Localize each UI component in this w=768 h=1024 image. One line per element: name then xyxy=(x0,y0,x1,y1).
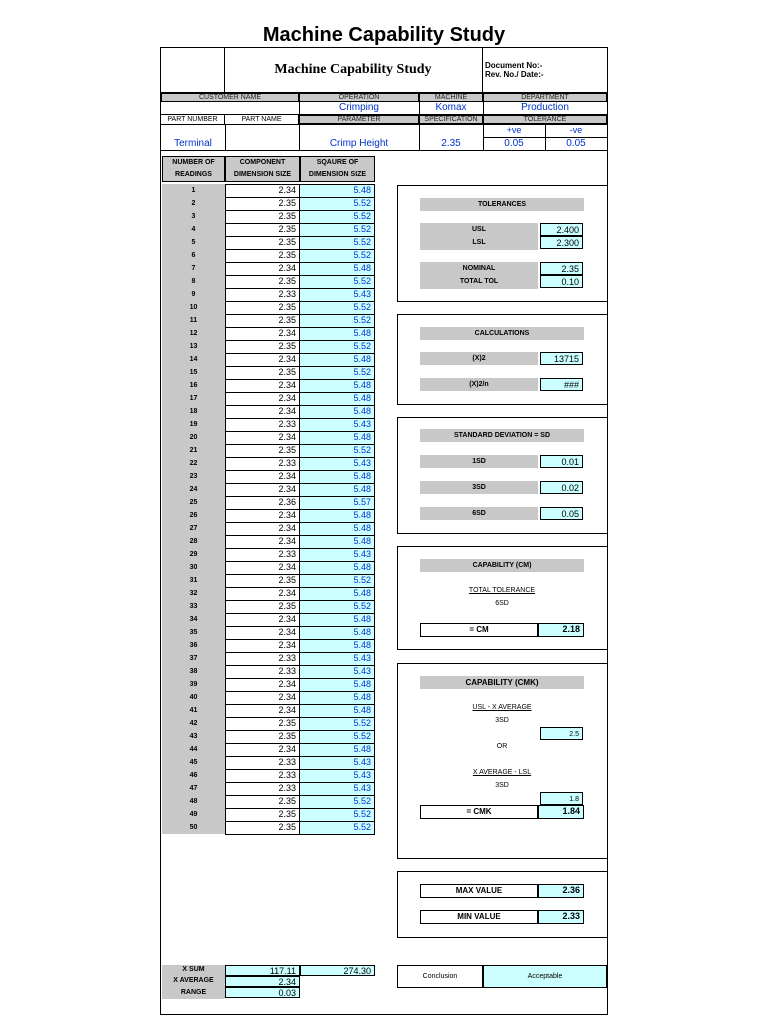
table-row xyxy=(162,769,375,782)
divider xyxy=(482,48,483,92)
reading-number: 1 xyxy=(191,187,196,194)
table-row xyxy=(162,756,375,769)
square-size-cell: 5.52 xyxy=(299,600,375,614)
table-row xyxy=(162,782,375,795)
reading-number: 34 xyxy=(189,616,198,623)
dimension-size-cell: 2.34 xyxy=(225,327,300,341)
reading-number: 43 xyxy=(189,733,198,740)
table-row xyxy=(162,626,375,639)
cm-result-label: = CM xyxy=(420,623,538,637)
dimension-size-cell: 2.35 xyxy=(225,249,300,263)
square-size-cell: 5.52 xyxy=(299,210,375,224)
usl-label: USL xyxy=(472,226,486,233)
reading-number: 30 xyxy=(189,564,198,571)
lsl-value: 2.300 xyxy=(540,236,583,249)
table-row xyxy=(162,275,375,288)
square-size-cell: 5.48 xyxy=(299,392,375,406)
reading-number: 36 xyxy=(189,642,198,649)
dimension-size-cell: 2.35 xyxy=(225,795,300,809)
max-value-label: MAX VALUE xyxy=(420,884,538,898)
dimension-size-cell: 2.34 xyxy=(225,678,300,692)
reading-number: 22 xyxy=(189,460,198,467)
dimension-size-cell: 2.34 xyxy=(225,184,300,198)
reading-number: 40 xyxy=(189,694,198,701)
square-size-cell: 5.43 xyxy=(299,418,375,432)
table-row xyxy=(162,483,375,496)
dimension-size-cell: 2.35 xyxy=(225,314,300,328)
table-row xyxy=(162,366,375,379)
dimension-size-cell: 2.35 xyxy=(225,210,300,224)
table-row xyxy=(162,665,375,678)
conclusion-label: Conclusion xyxy=(397,965,483,988)
dimension-size-cell: 2.35 xyxy=(225,574,300,588)
reading-number: 17 xyxy=(189,395,198,402)
sd1-label: 1SD xyxy=(420,455,538,468)
specification-label: SPECIFICATION xyxy=(419,115,483,124)
reading-number: 12 xyxy=(189,330,198,337)
min-value: 2.33 xyxy=(538,910,584,924)
dimension-size-cell: 2.33 xyxy=(225,756,300,770)
dimension-size-cell: 2.34 xyxy=(225,691,300,705)
dimension-size-cell: 2.33 xyxy=(225,548,300,562)
table-row xyxy=(162,444,375,457)
table-row xyxy=(162,743,375,756)
table-row xyxy=(162,509,375,522)
reading-number: 20 xyxy=(189,434,198,441)
dimension-size-cell: 2.35 xyxy=(225,600,300,614)
square-size-cell: 5.43 xyxy=(299,288,375,302)
x2-label: (X)2 xyxy=(420,352,538,365)
document-no: Document No:- xyxy=(485,61,543,70)
reading-number: 28 xyxy=(189,538,198,545)
reading-number: 48 xyxy=(189,798,198,805)
dimension-size-cell: 2.35 xyxy=(225,366,300,380)
divider xyxy=(225,124,226,150)
customer-name-label: CUSTOMER NAME xyxy=(161,93,299,102)
machine-value: Komax xyxy=(435,102,467,113)
reading-number: 50 xyxy=(189,824,198,831)
table-row xyxy=(162,470,375,483)
reading-number: 25 xyxy=(189,499,198,506)
dimension-size-cell: 2.35 xyxy=(225,717,300,731)
tolerance-label: TOLERANCE xyxy=(483,115,607,124)
dimension-size-cell: 2.34 xyxy=(225,379,300,393)
sd1-value: 0.01 xyxy=(540,455,583,468)
table-row xyxy=(162,613,375,626)
dimension-size-cell: 2.35 xyxy=(225,197,300,211)
total-tol-value: 0.10 xyxy=(540,275,583,288)
table-row xyxy=(162,314,375,327)
reading-number: 47 xyxy=(189,785,198,792)
dimension-size-cell: 2.33 xyxy=(225,665,300,679)
square-size-cell: 5.52 xyxy=(299,249,375,263)
dimension-size-cell: 2.34 xyxy=(225,535,300,549)
square-size-cell: 5.52 xyxy=(299,197,375,211)
cmk-value-2: 1.8 xyxy=(540,792,583,805)
std-dev-title: STANDARD DEVIATION = SD xyxy=(420,429,584,442)
table-row xyxy=(162,678,375,691)
operation-value: Crimping xyxy=(338,102,379,113)
table-row xyxy=(162,418,375,431)
dimension-size-cell: 2.34 xyxy=(225,483,300,497)
dimension-size-cell: 2.35 xyxy=(225,223,300,237)
dimension-size-cell: 2.35 xyxy=(225,236,300,250)
dimension-size-cell: 2.34 xyxy=(225,639,300,653)
dimension-header xyxy=(225,156,300,182)
dimension-size-cell: 2.34 xyxy=(225,613,300,627)
dimension-header-line2: DIMENSION SIZE xyxy=(233,171,292,178)
reading-number: 33 xyxy=(189,603,198,610)
square-size-cell: 5.52 xyxy=(299,574,375,588)
dimension-size-cell: 2.36 xyxy=(225,496,300,510)
reading-number: 16 xyxy=(189,382,198,389)
reading-number: 24 xyxy=(189,486,198,493)
tol-neg-label: -ve xyxy=(569,125,583,135)
reading-number: 45 xyxy=(189,759,198,766)
dimension-size-cell: 2.34 xyxy=(225,704,300,718)
table-row xyxy=(162,639,375,652)
square-size-cell: 5.43 xyxy=(299,652,375,666)
table-row xyxy=(162,600,375,613)
cmk-or: OR xyxy=(496,743,508,750)
x-sum-value: 117.11 xyxy=(225,965,300,976)
square-size-cell: 5.43 xyxy=(299,548,375,562)
dimension-size-cell: 2.35 xyxy=(225,340,300,354)
square-header-line1: SQAURE OF xyxy=(316,159,359,166)
range-value: 0.03 xyxy=(225,987,300,998)
table-row xyxy=(162,548,375,561)
reading-number: 32 xyxy=(189,590,198,597)
dimension-size-cell: 2.35 xyxy=(225,275,300,289)
square-size-cell: 5.52 xyxy=(299,366,375,380)
x-average-label: X AVERAGE xyxy=(173,977,214,984)
table-row xyxy=(162,301,375,314)
dimension-size-cell: 2.35 xyxy=(225,821,300,835)
dimension-size-cell: 2.33 xyxy=(225,457,300,471)
lsl-label: LSL xyxy=(472,239,486,246)
table-row xyxy=(162,236,375,249)
readings-header-line2: READINGS xyxy=(175,171,212,178)
max-value: 2.36 xyxy=(538,884,584,898)
table-row xyxy=(162,561,375,574)
department-value: Production xyxy=(521,102,569,113)
square-size-cell: 5.48 xyxy=(299,743,375,757)
square-size-cell: 5.52 xyxy=(299,717,375,731)
reading-number: 13 xyxy=(189,343,198,350)
dimension-size-cell: 2.34 xyxy=(225,626,300,640)
dimension-size-cell: 2.34 xyxy=(225,470,300,484)
square-size-cell: 5.48 xyxy=(299,483,375,497)
reading-number: 39 xyxy=(189,681,198,688)
table-row xyxy=(162,288,375,301)
square-size-cell: 5.48 xyxy=(299,613,375,627)
reading-number: 38 xyxy=(189,668,198,675)
square-size-cell: 5.43 xyxy=(299,665,375,679)
dimension-size-cell: 2.33 xyxy=(225,782,300,796)
square-size-cell: 5.48 xyxy=(299,639,375,653)
header-title: Machine Capability Study xyxy=(274,62,432,77)
cm-result-value: 2.18 xyxy=(538,623,584,637)
square-size-cell: 5.48 xyxy=(299,327,375,341)
square-size-cell: 5.52 xyxy=(299,808,375,822)
table-row xyxy=(162,717,375,730)
dimension-size-cell: 2.34 xyxy=(225,587,300,601)
minmax-panel xyxy=(397,871,608,938)
square-size-cell: 5.48 xyxy=(299,379,375,393)
table-row xyxy=(162,704,375,717)
table-row xyxy=(162,821,375,834)
dimension-size-cell: 2.34 xyxy=(225,262,300,276)
cmk-panel xyxy=(397,663,608,859)
table-row xyxy=(162,405,375,418)
table-row xyxy=(162,652,375,665)
table-row xyxy=(162,262,375,275)
square-size-cell: 5.48 xyxy=(299,691,375,705)
square-size-cell: 5.48 xyxy=(299,184,375,198)
rev-date: Rev. No./ Date:- xyxy=(485,70,544,79)
dimension-size-cell: 2.33 xyxy=(225,288,300,302)
dimension-size-cell: 2.34 xyxy=(225,431,300,445)
cmk-denominator-1: 3SD xyxy=(495,717,509,724)
readings-header xyxy=(162,156,225,182)
square-size-cell: 5.57 xyxy=(299,496,375,510)
divider xyxy=(160,150,608,151)
table-row xyxy=(162,353,375,366)
readings-table xyxy=(162,184,375,834)
table-row xyxy=(162,535,375,548)
square-size-cell: 5.48 xyxy=(299,470,375,484)
square-size-cell: 5.48 xyxy=(299,509,375,523)
table-row xyxy=(162,691,375,704)
nominal-value: 2.35 xyxy=(540,262,583,275)
parameter-label: PARAMETER xyxy=(299,115,419,124)
square-size-cell: 5.52 xyxy=(299,236,375,250)
table-row xyxy=(162,249,375,262)
page-title: Machine Capability Study xyxy=(262,24,506,46)
dimension-size-cell: 2.33 xyxy=(225,769,300,783)
dimension-size-cell: 2.34 xyxy=(225,353,300,367)
dimension-size-cell: 2.34 xyxy=(225,743,300,757)
reading-number: 7 xyxy=(191,265,196,272)
conclusion-value: Acceptable xyxy=(483,965,607,988)
dimension-header-line1: COMPONENT xyxy=(239,159,286,166)
part-number-label: PART NUMBER xyxy=(161,115,225,124)
sd6-label: 6SD xyxy=(420,507,538,520)
square-size-cell: 5.43 xyxy=(299,782,375,796)
square-header xyxy=(300,156,375,182)
square-sum-value: 274.30 xyxy=(300,965,375,976)
reading-number: 35 xyxy=(189,629,198,636)
table-row xyxy=(162,327,375,340)
reading-number: 18 xyxy=(189,408,198,415)
square-size-cell: 5.52 xyxy=(299,314,375,328)
cmk-value-1: 2.5 xyxy=(540,727,583,740)
square-size-cell: 5.52 xyxy=(299,223,375,237)
reading-number: 3 xyxy=(191,213,196,220)
x2-value: 13715 xyxy=(540,352,583,365)
table-row xyxy=(162,522,375,535)
cmk-denominator-2: 3SD xyxy=(495,782,509,789)
usl-value: 2.400 xyxy=(540,223,583,236)
cmk-title: CAPABILITY (CMK) xyxy=(420,676,584,689)
reading-number: 41 xyxy=(189,707,198,714)
tol-pos-value: 0.05 xyxy=(504,138,524,149)
cmk-result-label: = CMK xyxy=(420,805,538,819)
reading-number: 5 xyxy=(191,239,196,246)
cmk-numerator-2: X AVERAGE - LSL xyxy=(472,769,532,776)
cm-denominator: 6SD xyxy=(495,600,509,607)
square-size-cell: 5.52 xyxy=(299,444,375,458)
reading-number: 23 xyxy=(189,473,198,480)
table-row xyxy=(162,496,375,509)
reading-number: 27 xyxy=(189,525,198,532)
square-size-cell: 5.48 xyxy=(299,704,375,718)
square-size-cell: 5.52 xyxy=(299,795,375,809)
nominal-label: NOMINAL xyxy=(462,265,496,272)
dimension-size-cell: 2.33 xyxy=(225,418,300,432)
table-row xyxy=(162,808,375,821)
reading-number: 11 xyxy=(189,317,198,324)
calculations-title: CALCULATIONS xyxy=(420,327,584,340)
square-size-cell: 5.48 xyxy=(299,678,375,692)
square-size-cell: 5.52 xyxy=(299,340,375,354)
sd6-value: 0.05 xyxy=(540,507,583,520)
tol-pos-label: +ve xyxy=(506,125,522,135)
total-tol-label: TOTAL TOL xyxy=(459,278,499,285)
table-row xyxy=(162,795,375,808)
reading-number: 31 xyxy=(189,577,198,584)
square-header-line2: DIMENSION SIZE xyxy=(308,171,367,178)
part-name-label: PART NAME xyxy=(225,115,299,124)
reading-number: 9 xyxy=(191,291,196,298)
reading-number: 44 xyxy=(189,746,198,753)
table-row xyxy=(162,340,375,353)
square-size-cell: 5.48 xyxy=(299,431,375,445)
dimension-size-cell: 2.34 xyxy=(225,522,300,536)
readings-header-line1: NUMBER OF xyxy=(172,159,215,166)
square-size-cell: 5.52 xyxy=(299,301,375,315)
min-value-label: MIN VALUE xyxy=(420,910,538,924)
specification-value: 2.35 xyxy=(441,138,461,149)
square-size-cell: 5.48 xyxy=(299,535,375,549)
square-size-cell: 5.52 xyxy=(299,821,375,835)
cmk-numerator-1: USL - X AVERAGE xyxy=(472,704,532,711)
dimension-size-cell: 2.35 xyxy=(225,730,300,744)
reading-number: 37 xyxy=(189,655,198,662)
reading-number: 8 xyxy=(191,278,196,285)
reading-number: 4 xyxy=(191,226,196,233)
square-size-cell: 5.48 xyxy=(299,405,375,419)
table-row xyxy=(162,730,375,743)
dimension-size-cell: 2.34 xyxy=(225,392,300,406)
reading-number: 6 xyxy=(191,252,196,259)
dimension-size-cell: 2.34 xyxy=(225,405,300,419)
table-row xyxy=(162,223,375,236)
sd3-value: 0.02 xyxy=(540,481,583,494)
square-size-cell: 5.48 xyxy=(299,262,375,276)
reading-number: 15 xyxy=(189,369,198,376)
reading-number: 2 xyxy=(191,200,196,207)
reading-number: 26 xyxy=(189,512,198,519)
reading-number: 19 xyxy=(189,421,198,428)
square-size-cell: 5.48 xyxy=(299,626,375,640)
table-row xyxy=(162,574,375,587)
reading-number: 14 xyxy=(189,356,198,363)
dimension-size-cell: 2.33 xyxy=(225,652,300,666)
table-row xyxy=(162,457,375,470)
tolerances-title: TOLERANCES xyxy=(420,198,584,211)
reading-number: 29 xyxy=(189,551,198,558)
tol-neg-value: 0.05 xyxy=(566,138,586,149)
reading-number: 21 xyxy=(189,447,198,454)
cm-numerator: TOTAL TOLERANCE xyxy=(468,587,536,594)
dimension-size-cell: 2.35 xyxy=(225,808,300,822)
square-size-cell: 5.48 xyxy=(299,561,375,575)
parameter-value: Crimp Height xyxy=(329,138,389,149)
reading-number: 42 xyxy=(189,720,198,727)
x-sum-label: X SUM xyxy=(182,966,205,973)
sd3-label: 3SD xyxy=(420,481,538,494)
square-size-cell: 5.52 xyxy=(299,730,375,744)
reading-number: 46 xyxy=(189,772,198,779)
square-size-cell: 5.43 xyxy=(299,756,375,770)
reading-number: 10 xyxy=(189,304,198,311)
square-size-cell: 5.43 xyxy=(299,457,375,471)
machine-label: MACHINE xyxy=(419,93,483,102)
operation-label: OPERATION xyxy=(299,93,419,102)
dimension-size-cell: 2.34 xyxy=(225,561,300,575)
table-row xyxy=(162,197,375,210)
cmk-result-value: 1.84 xyxy=(538,805,584,819)
dimension-size-cell: 2.35 xyxy=(225,444,300,458)
table-row xyxy=(162,392,375,405)
square-size-cell: 5.52 xyxy=(299,275,375,289)
dimension-size-cell: 2.35 xyxy=(225,301,300,315)
table-row xyxy=(162,379,375,392)
x2n-value: ### xyxy=(540,378,583,391)
square-size-cell: 5.48 xyxy=(299,522,375,536)
square-size-cell: 5.48 xyxy=(299,587,375,601)
x-average-value: 2.34 xyxy=(225,976,300,987)
department-label: DEPARTMENT xyxy=(483,93,607,102)
x2n-label: (X)2/n xyxy=(420,378,538,391)
range-label: RANGE xyxy=(180,989,207,996)
square-size-cell: 5.43 xyxy=(299,769,375,783)
table-row xyxy=(162,184,375,197)
table-row xyxy=(162,431,375,444)
reading-number: 49 xyxy=(189,811,198,818)
dimension-size-cell: 2.34 xyxy=(225,509,300,523)
table-row xyxy=(162,210,375,223)
square-size-cell: 5.48 xyxy=(299,353,375,367)
table-row xyxy=(162,587,375,600)
part-number-value: Terminal xyxy=(174,138,212,149)
cm-title: CAPABILITY (CM) xyxy=(420,559,584,572)
